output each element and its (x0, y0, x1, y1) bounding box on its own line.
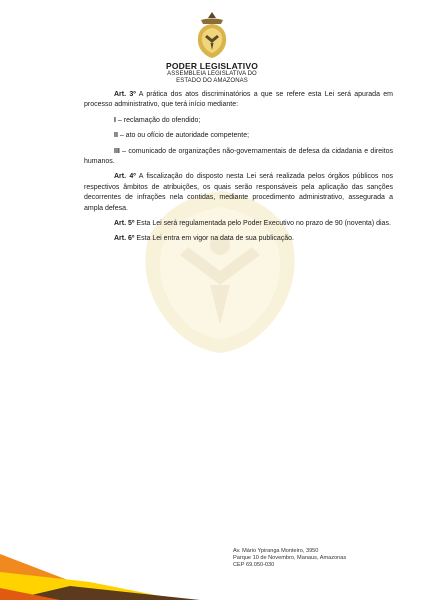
state-coat-of-arms-icon (195, 10, 229, 60)
footer-decoration-graphic (0, 540, 200, 600)
item-label: I (114, 116, 116, 124)
item-text: – ato ou ofício de autoridade competente; (117, 132, 250, 140)
organization-subtitle-line-1: ASSEMBLEIA LEGISLATIVA DO (167, 71, 257, 77)
article-label: Art. 4º (114, 173, 136, 181)
organization-title: PODER LEGISLATIVO (165, 61, 259, 71)
article-3-item-i (84, 116, 393, 126)
article-label: Art. 5º (114, 220, 135, 228)
article-text: Esta Lei será regulamentada pelo Poder Executivo no prazo de 90 (noventa) dias. (134, 220, 391, 228)
article-text: Esta Lei entra em vigor na data de sua publicação. (134, 235, 294, 243)
item-text: – reclamação do ofendido; (115, 116, 201, 124)
article-3 (84, 90, 393, 111)
address-line-3: CEP 69.050-030 (233, 562, 275, 569)
article-4 (84, 172, 393, 214)
organization-subtitle-line-2: ESTADO DO AMAZONAS (176, 78, 248, 84)
article-5 (84, 219, 393, 229)
footer-address (233, 548, 346, 570)
address-line-1: Av. Mário Ypiranga Monteiro, 3950 (233, 548, 319, 554)
item-text: – comunicado de organizações não-governamentais de defesa da cidadania e direitos humanos. (84, 147, 393, 166)
item-label: III (114, 147, 120, 155)
article-label: Art. 6º (114, 235, 135, 243)
article-3-item-ii (84, 131, 393, 141)
article-3-item-iii (84, 147, 393, 168)
article-6 (84, 234, 393, 244)
article-text: A fiscalização do disposto nesta Lei será realizada pelos órgãos públicos nos respectivos âmbitos de atribuições, os quais serão responsáveis pela aplicação das sanções decorrentes de infrações nela contidas, mediante procedimento administrativo, assegurada a ampla defesa. (84, 173, 393, 212)
letterhead (0, 10, 424, 85)
article-text: A prática dos atos discriminatórios a que se refere esta Lei será apurada em processo administrativo, que terá início mediante: (84, 91, 393, 109)
document-body (84, 90, 393, 250)
item-label: II (114, 132, 118, 140)
address-line-2: Parque 10 de Novembro, Manaus, Amazonas (233, 555, 347, 562)
article-label: Art. 3º (114, 91, 136, 98)
